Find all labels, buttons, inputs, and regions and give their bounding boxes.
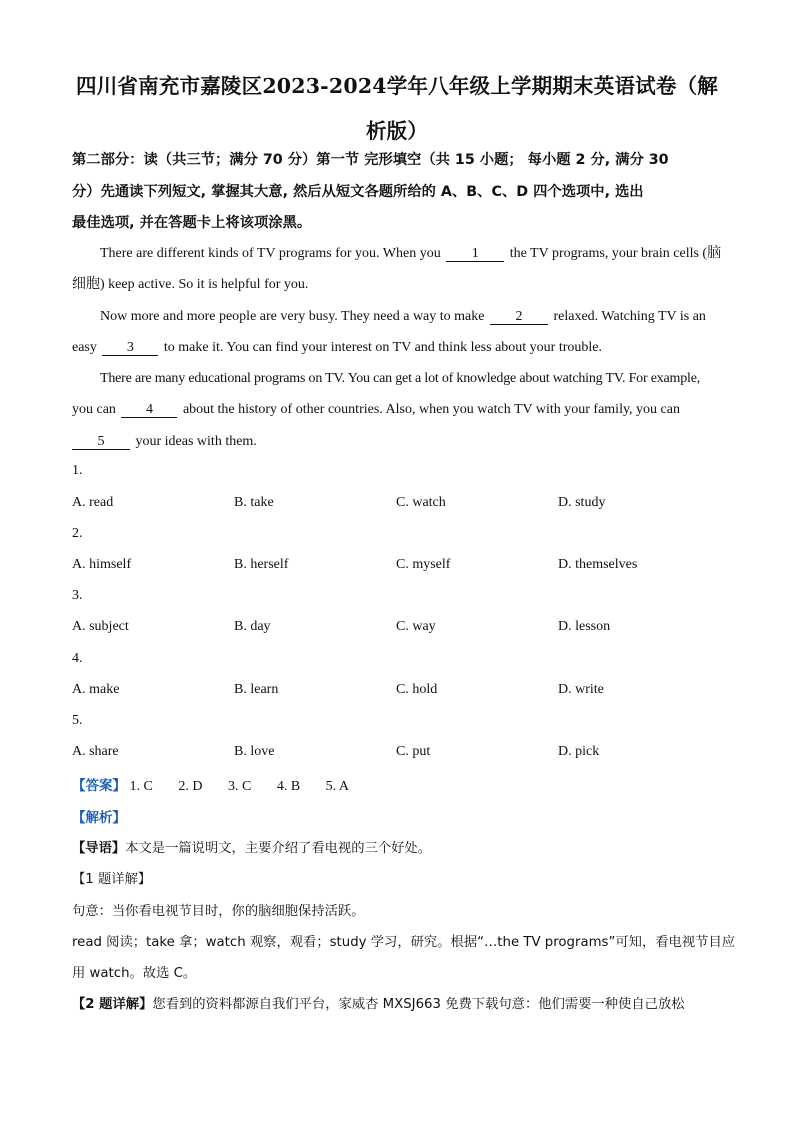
paragraph-text: Now more and more people are very busy. They need a way to make bbox=[100, 308, 485, 324]
q1-detail-line-2: read 阅读；take 拿；watch 观察，观看；study 学习，研究。根据“…the TV programs”可知，看电视节目应 bbox=[72, 935, 736, 950]
blank-2: 2 bbox=[490, 309, 548, 325]
q2-detail-tag: 【2 题详解】 bbox=[72, 997, 153, 1012]
paragraph-text: about the history of other countries. Also, when you watch TV with your family, you can bbox=[182, 402, 680, 418]
question-number-4: 4. bbox=[72, 651, 83, 666]
option-2b: B. herself bbox=[234, 557, 289, 572]
option-4b: B. learn bbox=[234, 682, 279, 697]
paragraph-text: to make it. You can find your interest on TV and think less about your trouble. bbox=[163, 339, 602, 355]
option-1d: D. study bbox=[558, 495, 606, 510]
guide-line bbox=[72, 837, 724, 856]
analysis-tag: 【解析】 bbox=[72, 810, 126, 826]
paragraph-text: relaxed. Watching TV is an bbox=[553, 308, 706, 324]
guide-text: 本文是一篇说明文，主要介绍了看电视的三个好处。 bbox=[125, 841, 432, 856]
answer-item: 2. D bbox=[178, 779, 203, 794]
option-2a: A. himself bbox=[72, 557, 132, 572]
guide-tag: 【导语】 bbox=[72, 841, 126, 856]
instructions-line-3: 最佳选项, 并在答题卡上将该项涂黑。 bbox=[72, 215, 312, 231]
option-1c: C. watch bbox=[396, 495, 446, 510]
option-4d: D. write bbox=[558, 682, 604, 697]
q1-detail-heading: 【1 题详解】 bbox=[72, 872, 152, 887]
answer-line bbox=[72, 774, 371, 795]
paragraph-1 bbox=[72, 238, 724, 301]
instructions-line-1: 第二部分：读（共三节；满分 70 分）第一节 完形填空（共 15 小题； 每小题 2 分, 满分 30 bbox=[72, 152, 669, 168]
answer-item: 1. C bbox=[129, 779, 153, 794]
option-2d: D. themselves bbox=[558, 557, 638, 572]
title-line-1: 四川省南充市嘉陵区2023-2024学年八年级上学期期末英语试卷（解 bbox=[76, 74, 718, 98]
option-3b: B. day bbox=[234, 619, 271, 634]
question-number-1: 1. bbox=[72, 463, 83, 478]
q1-detail-line-1: 句意：当你看电视节目时，你的脑细胞保持活跃。 bbox=[72, 904, 365, 919]
option-3a: A. subject bbox=[72, 619, 129, 634]
answer-item: 4. B bbox=[276, 779, 301, 794]
option-1a: A. read bbox=[72, 495, 114, 510]
q1-detail-line-3: 用 watch。故选 C。 bbox=[72, 966, 197, 981]
answer-tag: 【答案】 bbox=[72, 778, 126, 794]
paragraph-text: There are many educational programs on TV. You can get a lot of knowledge about watching TV. For example, bbox=[100, 371, 701, 387]
paragraph-text: the TV programs, your brain cells (脑 bbox=[509, 246, 722, 261]
blank-5: 5 bbox=[72, 434, 130, 450]
title-line-2: 析版） bbox=[365, 119, 429, 143]
option-2c: C. myself bbox=[396, 557, 451, 572]
option-3d: D. lesson bbox=[558, 619, 611, 634]
question-number-3: 3. bbox=[72, 588, 83, 603]
option-5d: D. pick bbox=[558, 744, 600, 759]
option-4a: A. make bbox=[72, 682, 120, 697]
blank-3: 3 bbox=[102, 340, 158, 356]
paragraph-text: you can bbox=[72, 402, 116, 418]
question-number-5: 5. bbox=[72, 713, 83, 728]
option-3c: C. way bbox=[396, 619, 436, 634]
q2-detail-text: 您看到的资料都源自我们平台，家威杏 MXSJ663 免费下载句意：他们需要一种使自己放松 bbox=[152, 997, 685, 1012]
paragraph-text: easy bbox=[72, 339, 97, 355]
q2-detail-line bbox=[72, 993, 724, 1012]
cloze-passage bbox=[72, 238, 724, 457]
paragraph-text: There are different kinds of TV programs for you. When you bbox=[100, 246, 441, 261]
option-1b: B. take bbox=[234, 495, 274, 510]
blank-1: 1 bbox=[446, 246, 504, 262]
paragraph-text: 细胞) keep active. So it is helpful for you. bbox=[72, 277, 309, 293]
option-5a: A. share bbox=[72, 744, 119, 759]
option-5b: B. love bbox=[234, 744, 275, 759]
paragraph-text: your ideas with them. bbox=[135, 433, 257, 449]
option-5c: C. put bbox=[396, 744, 431, 759]
paragraph-2 bbox=[72, 301, 724, 364]
question-number-2: 2. bbox=[72, 526, 83, 541]
instructions-line-2: 分）先通读下列短文, 掌握其大意, 然后从短文各题所给的 A、B、C、D 四个选项中, 选出 bbox=[72, 183, 644, 200]
paragraph-3 bbox=[72, 363, 724, 457]
answer-item: 5. A bbox=[325, 779, 349, 794]
answer-item: 3. C bbox=[227, 779, 252, 794]
section-instructions bbox=[72, 145, 724, 240]
option-4c: C. hold bbox=[396, 682, 438, 697]
blank-4: 4 bbox=[121, 402, 177, 418]
document-title bbox=[60, 64, 734, 154]
analysis-heading bbox=[72, 806, 724, 826]
